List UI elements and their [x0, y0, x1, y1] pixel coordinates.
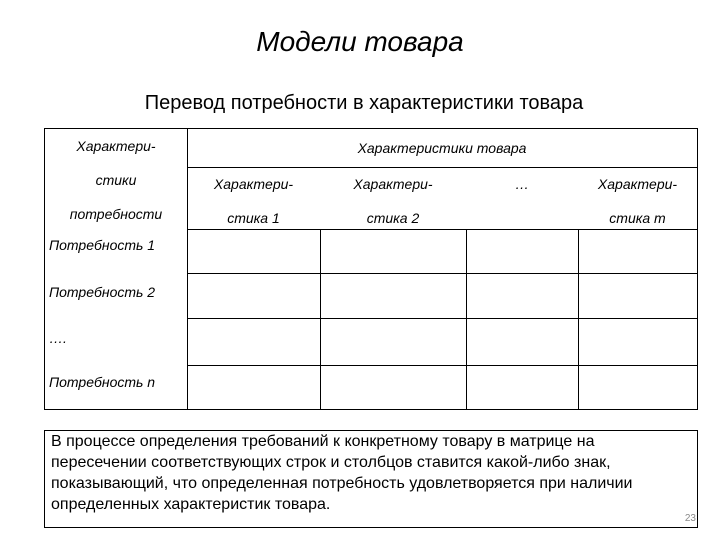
- characteristics-group-header: Характеристики товара: [357, 140, 527, 156]
- column-header: [320, 167, 466, 235]
- column-header: [187, 167, 320, 235]
- page-number: 23: [684, 513, 696, 524]
- row-label: Потребность 2: [49, 284, 156, 300]
- corner-header: [45, 129, 187, 231]
- column-header-line: стика 1: [227, 210, 280, 226]
- row-label: ….: [49, 330, 67, 346]
- column-header-line: Характери-: [597, 176, 678, 192]
- row-label: Потребность n: [49, 374, 156, 390]
- corner-header-line: Характери-: [76, 138, 156, 154]
- column-header-line: …: [515, 176, 529, 192]
- grid-line: [187, 365, 697, 366]
- grid-line: [578, 229, 579, 409]
- column-header-line: стика m: [609, 210, 666, 226]
- row-label: Потребность 1: [49, 237, 156, 253]
- grid-line: [187, 273, 697, 274]
- slide-subtitle: Перевод потребности в характеристики товара: [144, 92, 584, 114]
- column-header: [466, 167, 578, 201]
- corner-header-line: стики: [95, 172, 137, 188]
- grid-line: [320, 229, 321, 409]
- column-header-line: Характери-: [353, 176, 433, 192]
- needs-characteristics-matrix: [44, 128, 698, 410]
- column-header-line: Характери-: [213, 176, 294, 192]
- corner-header-line: потребности: [69, 206, 163, 222]
- grid-line: [187, 318, 697, 319]
- grid-line: [466, 229, 467, 409]
- column-header-line: стика 2: [366, 210, 420, 226]
- column-header: [578, 167, 697, 235]
- slide-title: Модели товара: [256, 26, 464, 57]
- explanation-note: В процессе определения требований к конкретному товару в матрице на пересечении соответствующих строк и столбцов ставится какой-либо знак, показывающий, что определенная потребность удовлетворяется при наличии определенных характеристик товара.: [44, 430, 698, 528]
